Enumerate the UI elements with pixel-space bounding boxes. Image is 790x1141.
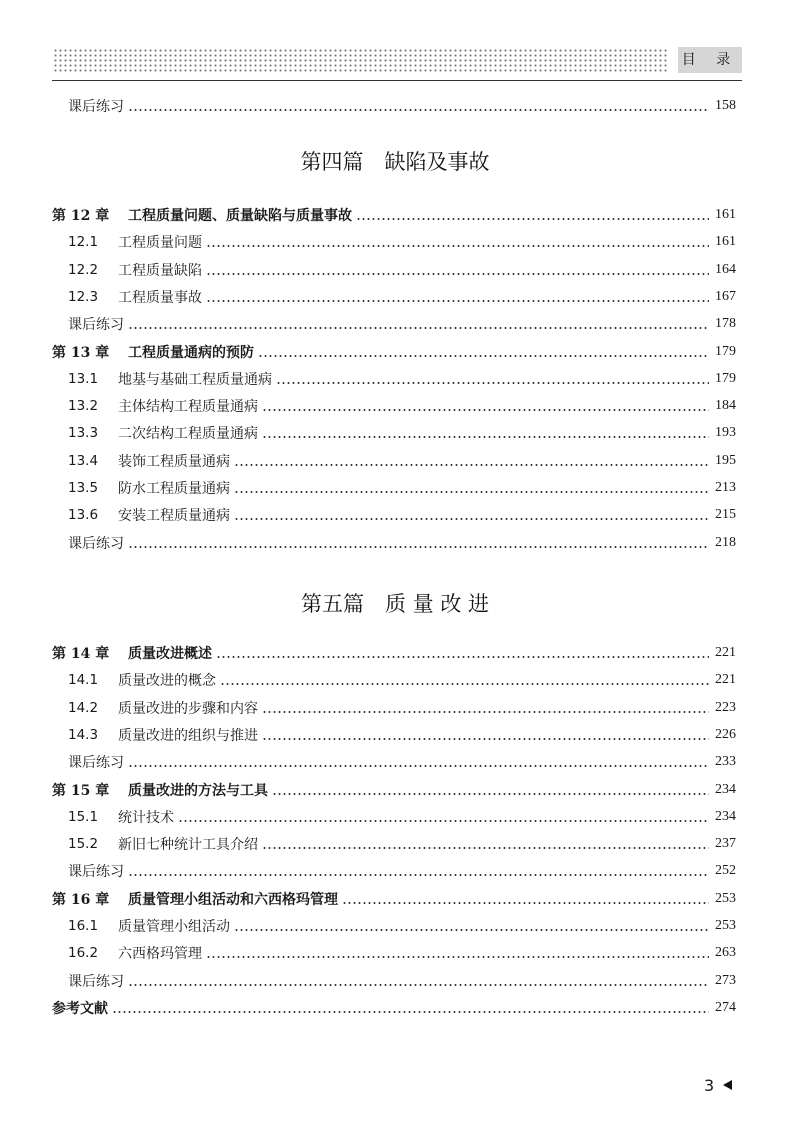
toc-chapter-entry[interactable] (52, 888, 736, 910)
dot-leader (272, 793, 709, 795)
entry-title: 质量改进的概念 (118, 673, 216, 690)
dot-leader (206, 245, 709, 247)
toc-section-entry[interactable] (68, 942, 736, 964)
entry-title: 装饰工程质量通病 (118, 453, 230, 470)
dot-leader (128, 765, 709, 767)
page-arrow-icon (723, 1080, 732, 1090)
chapter-number: 第 13 章 (52, 344, 110, 361)
entry-page-number: 161 (715, 207, 736, 222)
dot-leader (128, 546, 709, 548)
entry-title: 工程质量缺陷 (118, 262, 202, 279)
entry-page-number: 184 (715, 398, 736, 414)
dot-leader (342, 902, 709, 904)
dot-leader (178, 820, 709, 822)
dot-leader (276, 382, 709, 384)
toc-section-entry[interactable] (68, 915, 736, 937)
toc-exercise-entry[interactable] (68, 860, 736, 882)
entry-page-number: 179 (715, 343, 736, 359)
entry-page-number: 215 (715, 507, 736, 523)
dot-leader (234, 518, 709, 520)
toc-section-entry[interactable] (68, 231, 736, 253)
section-number: 12.2 (68, 261, 99, 278)
entry-page-number: 221 (715, 672, 736, 688)
dot-leader (206, 300, 709, 302)
toc-chapter-entry[interactable] (52, 642, 736, 664)
entry-page-number: 213 (715, 480, 736, 495)
toc-section-entry[interactable] (68, 259, 736, 281)
entry-page-number: 193 (715, 425, 736, 441)
entry-title: 工程质量事故 (118, 289, 202, 306)
part-4-title: 第四篇 缺陷及事故 (300, 150, 490, 174)
entry-page-number: 158 (715, 98, 736, 113)
entry-title: 课后练习 (68, 317, 124, 334)
entry-title: 新旧七种统计工具介绍 (118, 837, 258, 854)
section-number: 13.2 (68, 398, 99, 415)
entry-page-number: 234 (715, 781, 736, 797)
entry-page-number: 263 (715, 945, 736, 961)
entry-page-number: 233 (715, 754, 736, 770)
entry-page-number: 253 (715, 918, 736, 933)
entry-page-number: 273 (715, 972, 736, 988)
entry-page-number: 167 (715, 288, 736, 304)
toc-section-entry[interactable] (68, 833, 736, 855)
toc-section-entry[interactable] (68, 806, 736, 828)
entry-title: 地基与基础工程质量通病 (118, 371, 272, 388)
toc-chapter-entry[interactable] (52, 779, 736, 801)
entry-page-number: 226 (715, 726, 736, 742)
entry-page-number: 253 (715, 890, 736, 906)
chapter-number: 第 12 章 (52, 208, 110, 224)
dot-leader (128, 327, 709, 329)
section-number: 13.6 (68, 507, 99, 524)
dot-leader (356, 218, 709, 220)
toc-section-entry[interactable] (68, 504, 736, 526)
section-number: 12.1 (68, 234, 99, 251)
entry-title: 课后练习 (68, 755, 124, 772)
dot-leader (258, 355, 709, 357)
dot-leader (262, 847, 709, 849)
entry-page-number: 252 (715, 863, 736, 879)
entry-page-number: 237 (715, 836, 736, 852)
toc-exercise-entry[interactable] (68, 532, 736, 554)
toc-section-entry[interactable] (68, 422, 736, 444)
entry-title: 质量管理小组活动 (118, 919, 230, 935)
entry-title: 安装工程质量通病 (118, 508, 230, 525)
entry-title: 工程质量通病的预防 (128, 344, 254, 361)
entry-page-number: 164 (715, 261, 736, 277)
toc-exercise-entry[interactable] (68, 751, 736, 773)
entry-page-number: 223 (715, 699, 736, 715)
toc-section-entry[interactable] (68, 697, 736, 719)
entry-title: 质量改进的组织与推进 (118, 727, 258, 744)
toc-chapter-entry[interactable] (52, 341, 736, 363)
entry-title: 工程质量问题、质量缺陷与质量事故 (128, 208, 352, 224)
entry-title: 防水工程质量通病 (118, 481, 230, 497)
section-number: 12.3 (68, 288, 99, 305)
entry-title: 课后练习 (68, 864, 124, 881)
dot-leader (234, 464, 709, 466)
entry-title: 质量改进的步骤和内容 (118, 700, 258, 717)
entry-page-number: 195 (715, 452, 736, 468)
entry-page-number: 234 (715, 808, 736, 824)
section-number: 14.2 (68, 699, 99, 716)
dot-leader (112, 1011, 709, 1013)
section-number: 14.3 (68, 726, 99, 743)
entry-title: 主体结构工程质量通病 (118, 399, 258, 416)
dot-leader (234, 491, 709, 493)
entry-page-number: 218 (715, 534, 736, 550)
dot-leader (206, 956, 709, 958)
toc-exercise-entry[interactable] (68, 970, 736, 992)
entry-title: 课后练习 (68, 535, 124, 552)
section-number: 13.3 (68, 425, 99, 442)
entry-title: 参考文献 (52, 1000, 108, 1017)
entry-page-number: 161 (715, 234, 736, 250)
dot-leader (220, 683, 709, 685)
toc-chapter-entry[interactable] (52, 997, 736, 1019)
running-header (52, 47, 742, 73)
entry-page-number: 178 (715, 316, 736, 332)
toc-section-entry[interactable] (68, 286, 736, 308)
entry-page-number: 179 (715, 370, 736, 386)
entry-title: 课后练习 (68, 973, 124, 990)
entry-title: 六西格玛管理 (118, 946, 202, 963)
chapter-number: 第 15 章 (52, 782, 110, 799)
dot-leader (262, 711, 709, 713)
section-number: 15.2 (68, 836, 99, 853)
dot-leader (128, 984, 709, 986)
section-number: 13.5 (68, 480, 99, 496)
entry-page-number: 274 (715, 999, 736, 1015)
toc-section-entry[interactable] (68, 395, 736, 417)
entry-title: 二次结构工程质量通病 (118, 426, 258, 443)
toc-section-entry[interactable] (68, 477, 736, 499)
section-number: 13.1 (68, 370, 99, 387)
header-dot-pattern (52, 47, 668, 73)
entry-title: 统计技术 (118, 809, 174, 826)
dot-leader (216, 656, 709, 658)
toc-chapter-entry[interactable] (52, 204, 736, 226)
entry-title: 工程质量问题 (118, 235, 202, 252)
part-5-title: 第五篇 质 量 改 进 (300, 592, 490, 616)
section-number: 13.4 (68, 452, 99, 469)
chapter-number: 第 14 章 (52, 646, 110, 662)
chapter-number: 第 16 章 (52, 891, 110, 908)
dot-leader (262, 436, 709, 438)
section-number: 15.1 (68, 808, 99, 825)
toc-exercise-entry[interactable] (68, 313, 736, 335)
entry-page-number: 221 (715, 645, 736, 660)
section-number: 16.1 (68, 918, 99, 934)
toc-section-entry[interactable] (68, 669, 736, 691)
entry-title: 质量管理小组活动和六西格玛管理 (128, 891, 338, 908)
dot-leader (234, 929, 709, 931)
entry-title: 课后练习 (68, 99, 124, 115)
dot-leader (262, 738, 709, 740)
dot-leader (206, 273, 709, 275)
dot-leader (262, 409, 709, 411)
dot-leader (128, 109, 709, 111)
entry-title: 质量改进概述 (128, 646, 212, 662)
toc-exercise-entry[interactable] (68, 95, 736, 117)
toc-section-entry[interactable] (68, 368, 736, 390)
toc-section-entry[interactable] (68, 724, 736, 746)
header-rule (52, 80, 742, 81)
page-number: 3 (704, 1076, 715, 1095)
toc-section-entry[interactable] (68, 450, 736, 472)
section-number: 16.2 (68, 945, 99, 962)
entry-title: 质量改进的方法与工具 (128, 782, 268, 799)
header-section-label: 目 录 (678, 47, 742, 73)
dot-leader (128, 874, 709, 876)
section-number: 14.1 (68, 672, 99, 689)
